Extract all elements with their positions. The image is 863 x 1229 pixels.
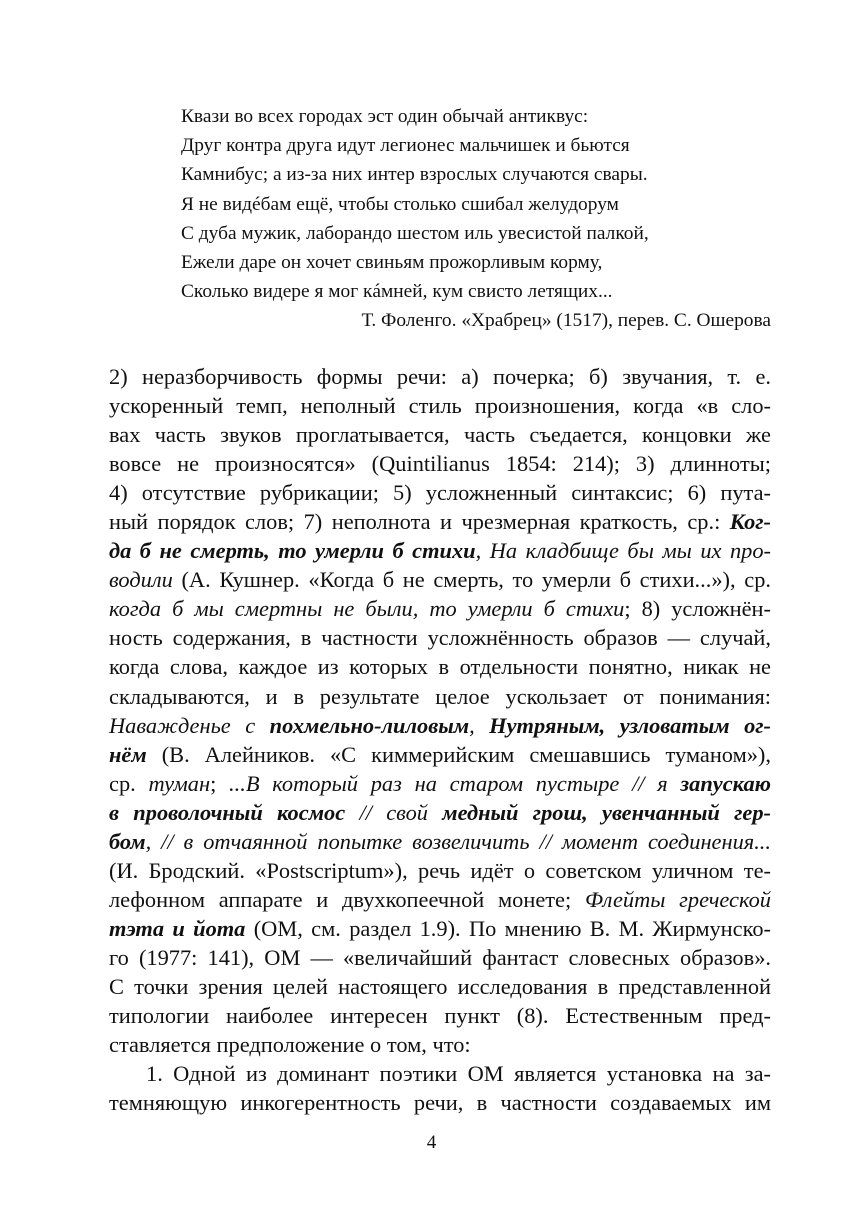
poem-line: Квази во всех городах эст один обычай антиквус: bbox=[181, 106, 589, 127]
text-line: вах часть звуков проглатывается, часть съедается, концовки же bbox=[109, 422, 771, 448]
text-line bbox=[109, 769, 771, 798]
text-line: ставляется предположение о том, что: bbox=[109, 1032, 471, 1058]
text-line: когда слова, каждое из которых в отдельности понятно, никак не bbox=[109, 654, 771, 680]
text-line: 2) неразборчивость формы речи: а) почерка; б) звучания, т. е. bbox=[109, 364, 771, 389]
quote-italic: водили bbox=[109, 567, 173, 593]
poem-line: С дуба мужик, лаборандо шестом иль увесистой палкой, bbox=[181, 222, 649, 244]
text-line bbox=[109, 740, 771, 769]
text-line bbox=[109, 798, 771, 827]
quote-bold-italic: в проволочный космос bbox=[109, 799, 346, 825]
text-line: ускоренный темп, неполный стиль произношения, когда «в сло- bbox=[109, 393, 771, 419]
text-span: ср. bbox=[109, 770, 149, 796]
text-line bbox=[109, 594, 771, 623]
text-line: С точки зрения целей настоящего исследования в представленной bbox=[109, 973, 771, 999]
quote-bold-italic: похмельно-лиловым bbox=[269, 712, 470, 738]
text-line: вовсе не произносятся» (Quintilianus 1854: 214); 3) длинноты; bbox=[109, 451, 771, 477]
quote-bold-italic: тэта и йота bbox=[109, 915, 246, 941]
text-span: лефонном аппарате и двухкопеечной монете; bbox=[109, 886, 585, 912]
quote-bold-italic: медный грош, увенчанный гер- bbox=[442, 799, 771, 825]
quote-italic: , На кладбище бы мы их про- bbox=[475, 538, 771, 564]
text-line: складываются, и в результате целое ускользает от понимания: bbox=[109, 683, 771, 709]
text-line: (И. Бродский. «Postscriptum»), речь идёт о советском уличном те- bbox=[109, 857, 771, 883]
quote-italic: туман bbox=[148, 770, 211, 796]
poem-line: Сколько видере я мог кáмней, кум свисто летящих... bbox=[181, 281, 613, 303]
text-line bbox=[109, 536, 771, 565]
text-line: го (1977: 141), ОМ — «величайший фантаст словесных образов». bbox=[109, 944, 771, 970]
body-text bbox=[109, 362, 771, 1117]
text-span: ; bbox=[210, 770, 230, 796]
poem-line: Друг контра друга идут легионес мальчишек и бьются bbox=[181, 135, 630, 157]
quote-bold-italic: да б не смерть, то умерли б стихи bbox=[109, 538, 476, 564]
text-line: ность содержания, в частности усложнённость образов — случай, bbox=[109, 625, 771, 651]
quote-italic: когда б мы смертны не были, то умерли б стихи bbox=[109, 596, 625, 622]
text-line: темняющую инкогерентность речи, в частности создаваемых им bbox=[109, 1090, 771, 1116]
quote-italic: // свой bbox=[345, 799, 443, 825]
text-span: (ОМ, см. раздел 1.9). По мнению В. М. Жирмунско- bbox=[245, 915, 771, 941]
quote-italic: ...В который раз на старом пустыре // я bbox=[229, 770, 681, 796]
text-span: ; 8) усложнён- bbox=[624, 596, 772, 622]
quote-italic: Флейты греческой bbox=[584, 886, 771, 912]
poem-line: Камнибус; а из-за них интер взрослых случаются свары. bbox=[181, 164, 648, 186]
text-line bbox=[109, 507, 771, 536]
text-line: 4) отсутствие рубрикации; 5) усложненный синтаксис; 6) пута- bbox=[109, 480, 771, 506]
quote-italic: , bbox=[469, 712, 490, 738]
text-line: типологии наиболее интересен пункт (8). Естественным пред- bbox=[109, 1003, 771, 1029]
text-line bbox=[109, 565, 771, 594]
text-span: (В. Алейников. «С киммерийским смешавшись туманом»), bbox=[146, 741, 771, 767]
text-span: (А. Кушнер. «Когда б не смерть, то умерли б стихи...»), ср. bbox=[172, 567, 771, 593]
poem-epigraph bbox=[181, 102, 781, 306]
poem-attribution: Т. Фоленго. «Храбрец» (1517), перев. С. Ошерова bbox=[361, 310, 771, 331]
text-line bbox=[109, 885, 771, 914]
text-line bbox=[109, 914, 771, 943]
text-line bbox=[109, 711, 771, 740]
quote-bold-italic: запускаю bbox=[680, 770, 771, 796]
poem-line: Я не видéбам ещё, чтобы столько сшибал желудорум bbox=[181, 193, 619, 215]
text-line: 1. Одной из доминант поэтики ОМ является установка на за- bbox=[146, 1061, 771, 1087]
text-span: ный порядок слов; 7) неполнота и чрезмерная краткость, ср.: bbox=[109, 509, 730, 535]
quote-bold-italic: Нутряным, узловатым ог- bbox=[489, 712, 772, 738]
poem-line: Ежели даре он хочет свиньям прожорливым корму, bbox=[181, 252, 603, 274]
quote-bold-italic: бом bbox=[109, 828, 146, 854]
quote-italic: Наважденье с bbox=[109, 712, 270, 738]
quote-bold-italic: Ког- bbox=[729, 509, 771, 535]
quote-bold-italic: нём bbox=[109, 741, 147, 767]
quote-italic: , // в отчаянной попытке возвеличить // момент соединения... bbox=[145, 828, 771, 854]
text-line bbox=[109, 827, 771, 856]
page-number: 4 bbox=[426, 1132, 437, 1153]
